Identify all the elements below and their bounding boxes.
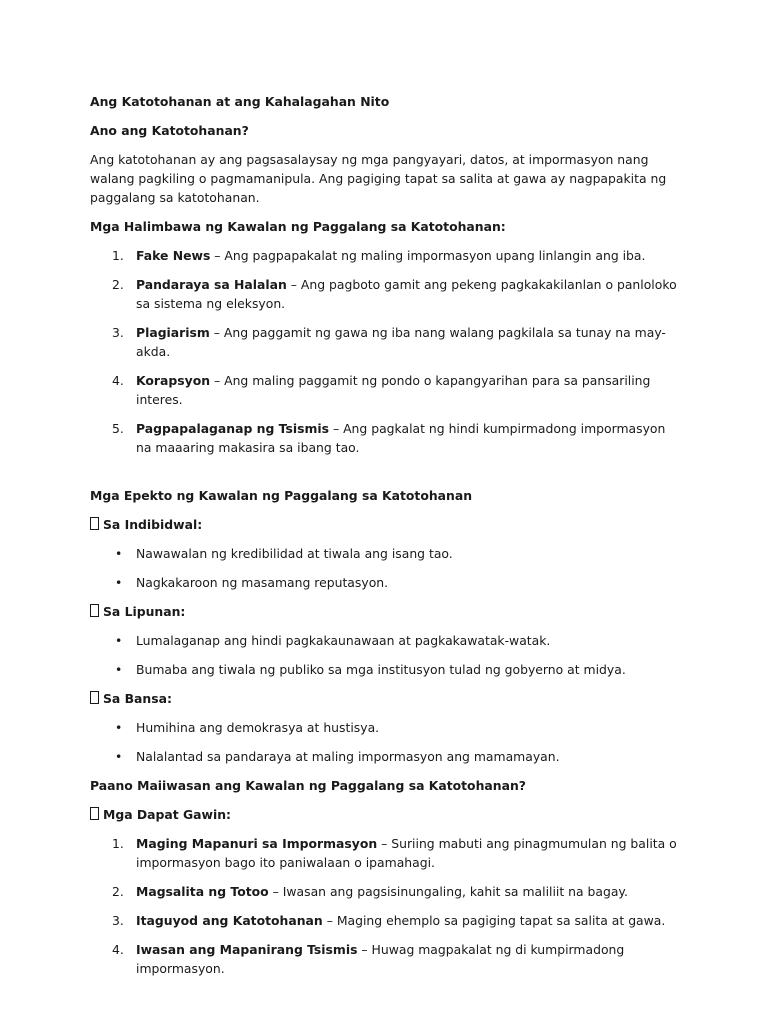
todo-heading-text: Mga Dapat Gawin: bbox=[103, 807, 231, 822]
definition-paragraph: Ang katotohanan ay ang pagsasalaysay ng mga pangyayari, datos, at impormasyon nang walang pagkiling o pagmamanipula. Ang pagiging tapat sa salita at gawa ay nagpapakita ng paggalang sa katotohanan. bbox=[90, 152, 667, 205]
section-spacer bbox=[90, 467, 680, 486]
list-item bbox=[90, 544, 680, 563]
list-description: – Ang paggamit ng gawa ng iba nang walang pagkilala sa tunay na may-akda. bbox=[136, 325, 666, 359]
document-title: Ang Katotohanan at ang Kahalagahan Nito bbox=[90, 94, 390, 109]
nation-heading-text: Sa Bansa: bbox=[103, 691, 172, 706]
list-term: Korapsyon bbox=[136, 373, 211, 388]
checkbox-glyph-icon bbox=[90, 807, 99, 820]
list-item bbox=[90, 747, 680, 766]
list-term: Itaguyod ang Katotohanan bbox=[136, 913, 323, 928]
list-text: Bumaba ang tiwala ng publiko sa mga institusyon tulad ng gobyerno at midya. bbox=[136, 662, 626, 677]
list-description: – Ang pagkalat ng hindi kumpirmadong impormasyon na maaaring makasira sa ibang tao. bbox=[136, 421, 666, 455]
list-number: 4. bbox=[112, 942, 124, 957]
list-description: – Iwasan ang pagsisinungaling, kahit sa maliliit na bagay. bbox=[268, 884, 628, 899]
list-number: 1. bbox=[112, 248, 124, 263]
prevention-heading: Paano Maiiwasan ang Kawalan ng Paggalang sa Katotohanan? bbox=[90, 778, 526, 793]
list-description: – Suriing mabuti ang pinagmumulan ng balita o impormasyon bago ito paniwalaan o ipamahagi. bbox=[136, 836, 677, 870]
list-item bbox=[90, 834, 680, 872]
individual-list bbox=[90, 544, 680, 592]
list-number: 3. bbox=[112, 913, 124, 928]
list-item bbox=[90, 323, 680, 361]
list-item bbox=[90, 940, 680, 978]
examples-list bbox=[90, 246, 680, 457]
list-item bbox=[90, 660, 680, 679]
society-heading-text: Sa Lipunan: bbox=[103, 604, 186, 619]
list-item bbox=[90, 275, 680, 313]
list-term: Pandaraya sa Halalan bbox=[136, 277, 287, 292]
list-term: Fake News bbox=[136, 248, 211, 263]
checkbox-glyph-icon bbox=[90, 691, 99, 704]
individual-heading bbox=[90, 515, 680, 534]
question-heading: Ano ang Katotohanan? bbox=[90, 123, 249, 138]
list-number: 5. bbox=[112, 421, 124, 436]
bullet-icon: • bbox=[115, 546, 123, 561]
list-item bbox=[90, 882, 680, 901]
society-list bbox=[90, 631, 680, 679]
list-description: – Huwag magpakalat ng di kumpirmadong impormasyon. bbox=[136, 942, 625, 976]
list-number: 1. bbox=[112, 836, 124, 851]
list-item bbox=[90, 246, 680, 265]
todo-heading bbox=[90, 805, 680, 824]
list-text: Nagkakaroon ng masamang reputasyon. bbox=[136, 575, 389, 590]
list-term: Plagiarism bbox=[136, 325, 210, 340]
list-number: 2. bbox=[112, 884, 124, 899]
list-term: Pagpapalaganap ng Tsismis bbox=[136, 421, 329, 436]
todo-list bbox=[90, 834, 680, 978]
bullet-icon: • bbox=[115, 575, 123, 590]
list-term: Maging Mapanuri sa Impormasyon bbox=[136, 836, 378, 851]
list-item bbox=[90, 573, 680, 592]
list-item bbox=[90, 631, 680, 650]
checkbox-glyph-icon bbox=[90, 517, 99, 530]
list-text: Lumalaganap ang hindi pagkakaunawaan at pagkakawatak-watak. bbox=[136, 633, 551, 648]
document-page bbox=[90, 92, 680, 988]
society-heading bbox=[90, 602, 680, 621]
list-number: 3. bbox=[112, 325, 124, 340]
bullet-icon: • bbox=[115, 633, 123, 648]
list-text: Nalalantad sa pandaraya at maling impormasyon ang mamamayan. bbox=[136, 749, 560, 764]
bullet-icon: • bbox=[115, 720, 123, 735]
list-number: 2. bbox=[112, 277, 124, 292]
list-term: Iwasan ang Mapanirang Tsismis bbox=[136, 942, 358, 957]
nation-heading bbox=[90, 689, 680, 708]
bullet-icon: • bbox=[115, 749, 123, 764]
individual-heading-text: Sa Indibidwal: bbox=[103, 517, 203, 532]
list-number: 4. bbox=[112, 373, 124, 388]
list-description: – Ang maling paggamit ng pondo o kapangyarihan para sa pansariling interes. bbox=[136, 373, 651, 407]
list-term: Magsalita ng Totoo bbox=[136, 884, 269, 899]
list-text: Humihina ang demokrasya at hustisya. bbox=[136, 720, 380, 735]
nation-list bbox=[90, 718, 680, 766]
effects-heading: Mga Epekto ng Kawalan ng Paggalang sa Katotohanan bbox=[90, 488, 473, 503]
list-description: – Ang pagboto gamit ang pekeng pagkakakilanlan o panloloko sa sistema ng eleksyon. bbox=[136, 277, 677, 311]
list-item bbox=[90, 718, 680, 737]
list-item bbox=[90, 911, 680, 930]
list-description: – Maging ehemplo sa pagiging tapat sa salita at gawa. bbox=[322, 913, 666, 928]
list-item bbox=[90, 371, 680, 409]
list-description: – Ang pagpapakalat ng maling impormasyon upang linlangin ang iba. bbox=[210, 248, 646, 263]
list-item bbox=[90, 419, 680, 457]
list-text: Nawawalan ng kredibilidad at tiwala ang isang tao. bbox=[136, 546, 453, 561]
examples-heading: Mga Halimbawa ng Kawalan ng Paggalang sa Katotohanan: bbox=[90, 219, 506, 234]
bullet-icon: • bbox=[115, 662, 123, 677]
checkbox-glyph-icon bbox=[90, 604, 99, 617]
